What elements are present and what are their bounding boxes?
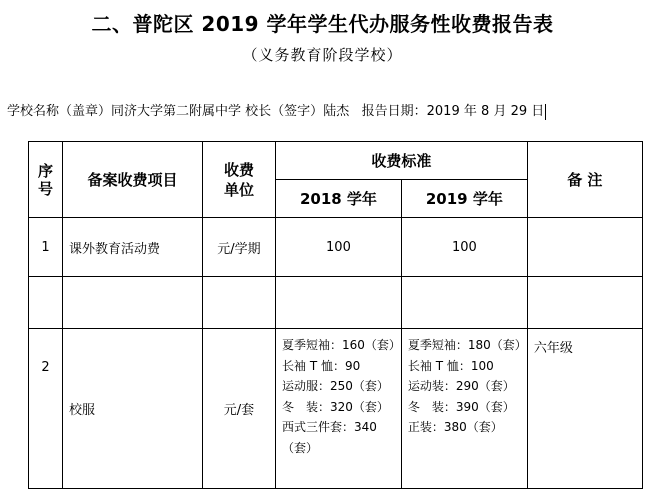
principal-name-value: 陆杰 xyxy=(323,104,350,119)
fee-line: 夏季短袖：160（套） xyxy=(282,338,401,352)
row2-note: 六年级 xyxy=(527,329,642,489)
fee-report-table xyxy=(28,141,643,489)
principal-label: 校长（签字） xyxy=(245,104,324,119)
report-day: 29 xyxy=(510,104,528,119)
header-standard: 收费标准 xyxy=(276,142,528,180)
table-row xyxy=(29,218,643,277)
fee-line: 冬 装：390（套） xyxy=(407,399,515,414)
header-year-2019: 2019 学年 xyxy=(401,180,527,218)
table-row-empty xyxy=(29,277,643,329)
page-title: 二、普陀区 2019 学年学生代办服务性收费报告表 xyxy=(91,12,554,36)
row1-item: 课外教育活动费 xyxy=(63,218,203,277)
table-row xyxy=(29,329,643,489)
header-seq: 序号 xyxy=(29,142,63,218)
fee-line: 运动装：290（套） xyxy=(407,379,515,393)
school-name-value: 同济大学第二附属中学 xyxy=(111,104,242,119)
fee-line: 冬 装：320（套） xyxy=(282,399,389,414)
header-item: 备案收费项目 xyxy=(63,142,203,218)
fee-line: 正装：380（套） xyxy=(407,420,503,434)
row1-unit: 元/学期 xyxy=(203,218,276,277)
row2-seq: 2 xyxy=(29,329,63,489)
year-char: 年 xyxy=(463,104,477,119)
fee-line: 长袖 T 恤：90 xyxy=(282,358,361,373)
report-month: 8 xyxy=(481,104,490,119)
report-date-label: 报告日期： xyxy=(361,104,427,119)
row2-fees-2018 xyxy=(276,329,402,489)
row1-note xyxy=(527,218,642,277)
text-cursor xyxy=(545,104,546,120)
row2-fees-2019 xyxy=(401,329,527,489)
school-name-label: 学校名称（盖章） xyxy=(7,104,112,119)
fee-line: 长袖 T 恤：100 xyxy=(407,358,494,373)
report-meta-line xyxy=(7,100,546,120)
page-subtitle: （义务教育阶段学校） xyxy=(242,46,403,64)
row1-seq: 1 xyxy=(29,218,63,277)
fee-line: （套） xyxy=(282,440,319,455)
fee-line: 西式三件套：340 xyxy=(282,420,377,434)
header-year-2018: 2018 学年 xyxy=(276,180,402,218)
row2-item: 校服 xyxy=(63,329,203,489)
fee-line: 夏季短袖：180（套） xyxy=(407,338,527,352)
row1-fee-2018: 100 xyxy=(276,218,402,277)
header-unit: 收费单位 xyxy=(203,142,276,218)
month-char: 月 xyxy=(493,104,507,119)
fee-line: 运动服：250（套） xyxy=(282,379,389,393)
row1-fee-2019: 100 xyxy=(401,218,527,277)
day-char: 日 xyxy=(531,104,545,119)
report-year: 2019 xyxy=(426,104,460,119)
header-note: 备 注 xyxy=(527,142,642,218)
row2-unit: 元/套 xyxy=(203,329,276,489)
